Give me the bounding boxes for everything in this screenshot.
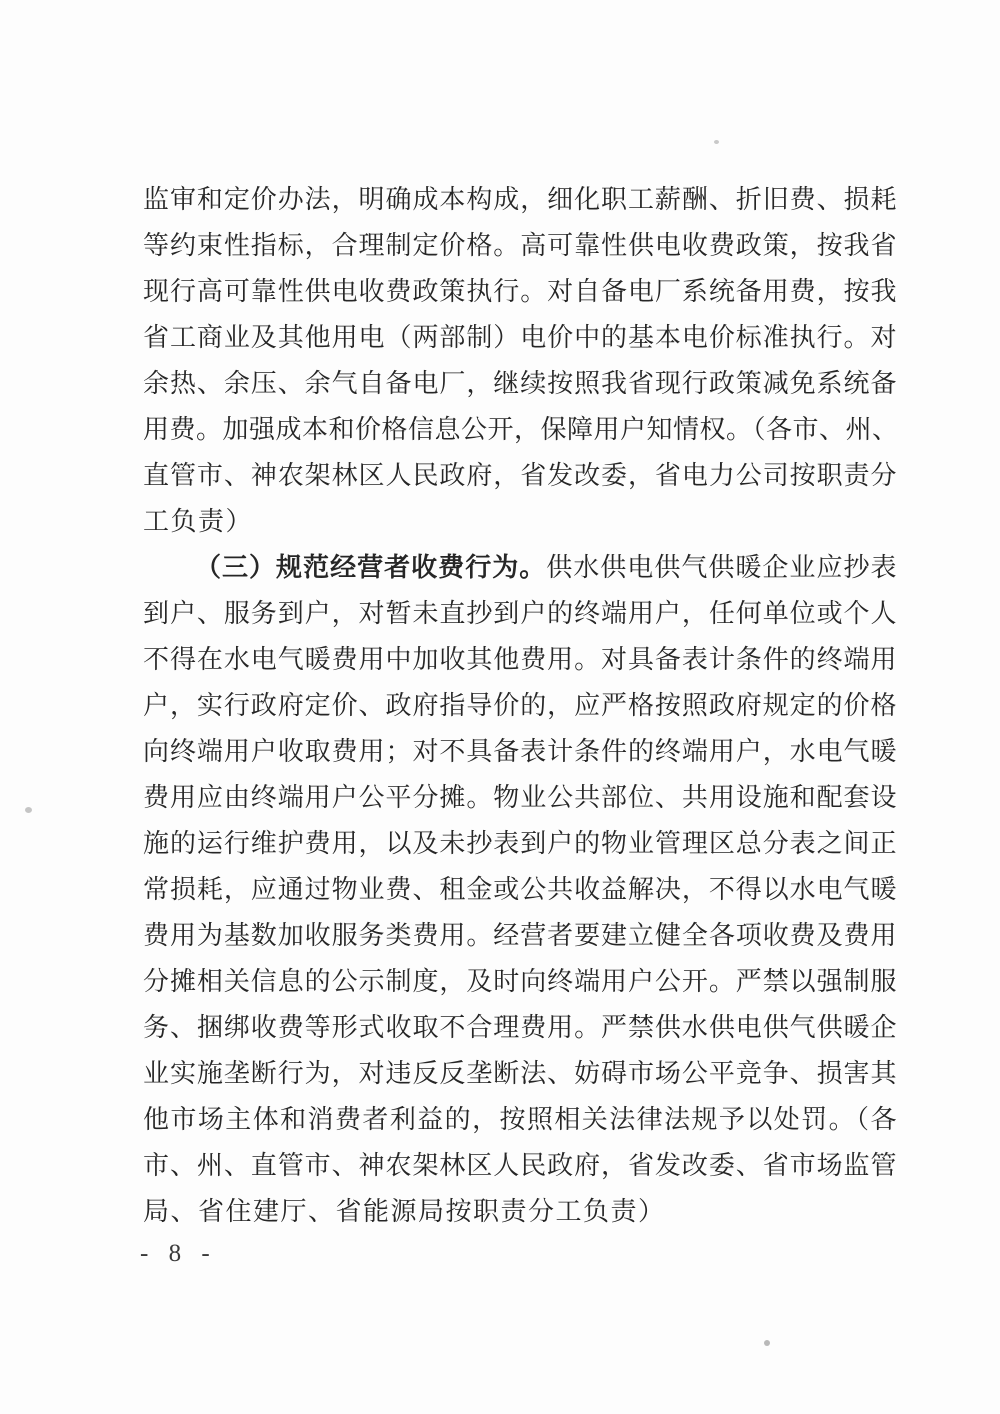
text-line: 业实施垄断行为，对违反反垄断法、妨碍市场公平竞争、损害其 — [143, 1059, 897, 1088]
scan-speck — [25, 807, 32, 813]
text-line: 工负责） — [143, 507, 254, 536]
scan-speck — [764, 1340, 770, 1346]
text-line: 市、州、直管市、神农架林区人民政府，省发改委、省市场监管 — [143, 1151, 897, 1180]
section-heading: （三）规范经营者收费行为。 — [195, 553, 547, 582]
text-line: 局、省住建厅、省能源局按职责分工负责） — [143, 1197, 666, 1226]
text-line — [143, 545, 897, 591]
text-line: 向终端用户收取费用；对不具备表计条件的终端用户，水电气暖 — [143, 737, 897, 766]
text-line: 余热、余压、余气自备电厂，继续按照我省现行政策减免系统备 — [143, 369, 897, 398]
text-line: 等约束性指标，合理制定价格。高可靠性供电收费政策，按我省 — [143, 231, 897, 260]
text-line: 常损耗，应通过物业费、租金或公共收益解决，不得以水电气暖 — [143, 875, 897, 904]
text-block — [143, 177, 897, 1235]
text-line: 用费。加强成本和价格信息公开，保障用户知情权。（各市、州、 — [143, 415, 899, 444]
page-number: - 8 - — [140, 1240, 217, 1267]
text-line: 到户、服务到户，对暂未直抄到户的终端用户，任何单位或个人 — [143, 599, 897, 628]
text-line: 他市场主体和消费者利益的，按照相关法律法规予以处罚。（各 — [143, 1105, 897, 1134]
text-line: 监审和定价办法，明确成本构成，细化职工薪酬、折旧费、损耗 — [143, 185, 897, 214]
text-line: 施的运行维护费用，以及未抄表到户的物业管理区总分表之间正 — [143, 829, 897, 858]
text-line: 费用应由终端用户公平分摊。物业公共部位、共用设施和配套设 — [143, 783, 897, 812]
text-line: 户，实行政府定价、政府指导价的，应严格按照政府规定的价格 — [143, 691, 897, 720]
text-line: 直管市、神农架林区人民政府，省发改委，省电力公司按职责分 — [143, 461, 897, 490]
text-line: 分摊相关信息的公示制度，及时向终端用户公开。严禁以强制服 — [143, 967, 897, 996]
text-line: 省工商业及其他用电（两部制）电价中的基本电价标准执行。对 — [143, 323, 897, 352]
text-line: 务、捆绑收费等形式收取不合理费用。严禁供水供电供气供暖企 — [143, 1013, 897, 1042]
text-run: 供水供电供气供暖企业应抄表 — [546, 553, 897, 582]
text-line: 现行高可靠性供电收费政策执行。对自备电厂系统备用费，按我 — [143, 277, 897, 306]
text-line: 费用为基数加收服务类费用。经营者要建立健全各项收费及费用 — [143, 921, 897, 950]
text-line: 不得在水电气暖费用中加收其他费用。对具备表计条件的终端用 — [143, 645, 897, 674]
scan-speck — [714, 140, 719, 144]
